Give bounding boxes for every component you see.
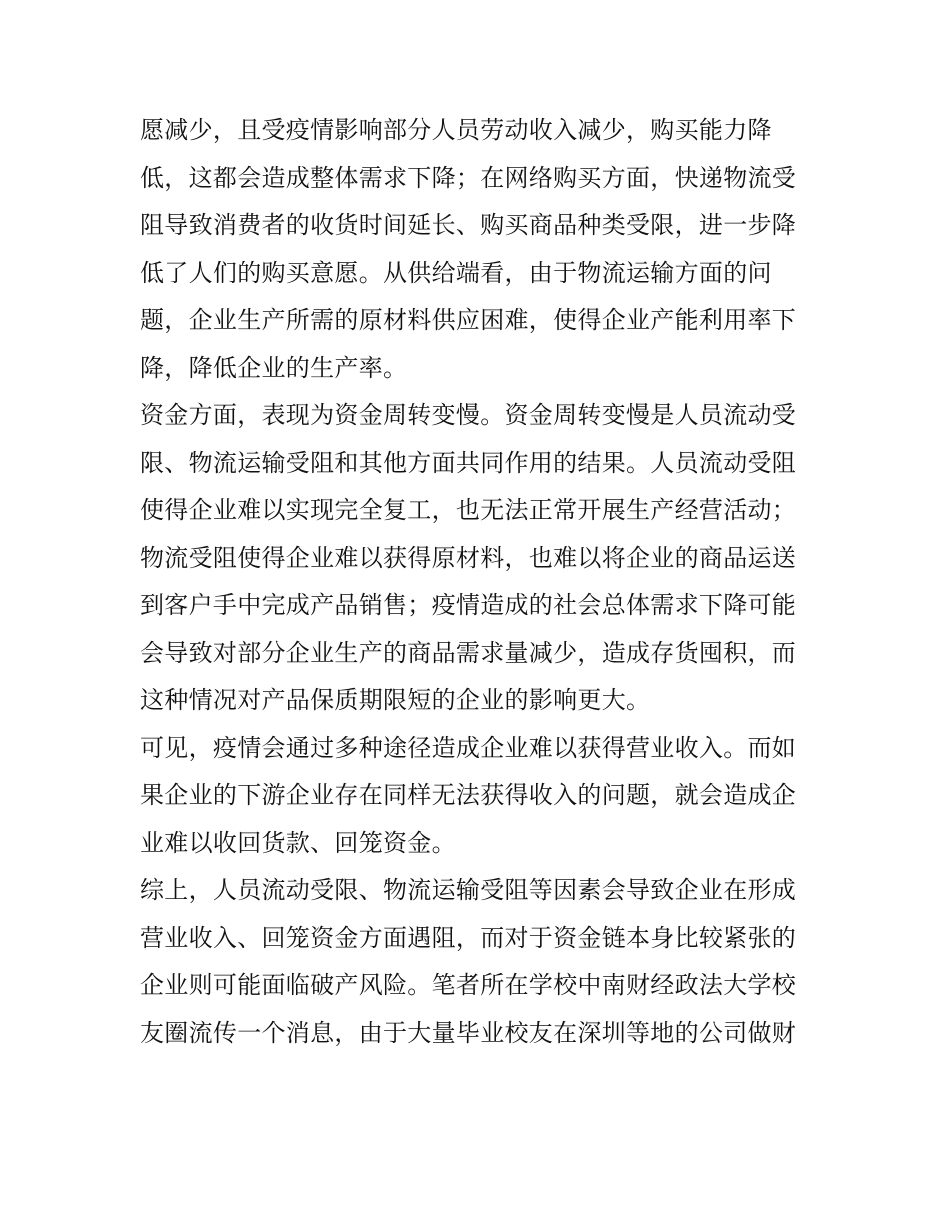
text-line: 综上，人员流动受限、物流运输受阻等因素会导致企业在形成 <box>140 876 797 904</box>
text-line: 企业则可能面临破产风险。笔者所在学校中南财经政法大学校 <box>140 971 797 999</box>
text-line: 营业收入、回笼资金方面遇阻，而对于资金链本身比较紧张的 <box>140 923 797 952</box>
text-line: 物流受阻使得企业难以获得原材料，也难以将企业的商品运送 <box>140 543 797 572</box>
body-text <box>140 107 820 1057</box>
text-line: 可见，疫情会通过多种途径造成企业难以获得营业收入。而如 <box>140 733 797 762</box>
text-line: 这种情况对产品保质期限短的企业的影响更大。 <box>140 686 651 714</box>
text-line: 使得企业难以实现完全复工，也无法正常开展生产经营活动； <box>140 496 797 524</box>
text-line: 资金方面，表现为资金周转变慢。资金周转变慢是人员流动受 <box>140 401 797 429</box>
text-line: 阻导致消费者的收货时间延长、购买商品种类受限，进一步降 <box>140 211 797 239</box>
text-line: 业难以收回货款、回笼资金。 <box>140 828 456 857</box>
text-line: 降，降低企业的生产率。 <box>140 353 408 382</box>
text-line: 会导致对部分企业生产的商品需求量减少，造成存货囤积，而 <box>140 638 797 667</box>
text-line: 题，企业生产所需的原材料供应困难，使得企业产能利用率下 <box>140 306 797 334</box>
text-line: 到客户手中完成产品销售；疫情造成的社会总体需求下降可能 <box>140 591 797 619</box>
text-line: 低，这都会造成整体需求下降；在网络购买方面，快递物流受 <box>140 163 797 192</box>
text-line: 果企业的下游企业存在同样无法获得收入的问题，就会造成企 <box>140 781 797 809</box>
text-line: 低了人们的购买意愿。从供给端看，由于物流运输方面的问 <box>140 258 772 287</box>
text-line: 限、物流运输受阻和其他方面共同作用的结果。人员流动受阻 <box>140 448 797 477</box>
text-line: 愿减少，且受疫情影响部分人员劳动收入减少，购买能力降 <box>140 116 772 144</box>
text-line: 友圈流传一个消息，由于大量毕业校友在深圳等地的公司做财 <box>140 1018 797 1047</box>
